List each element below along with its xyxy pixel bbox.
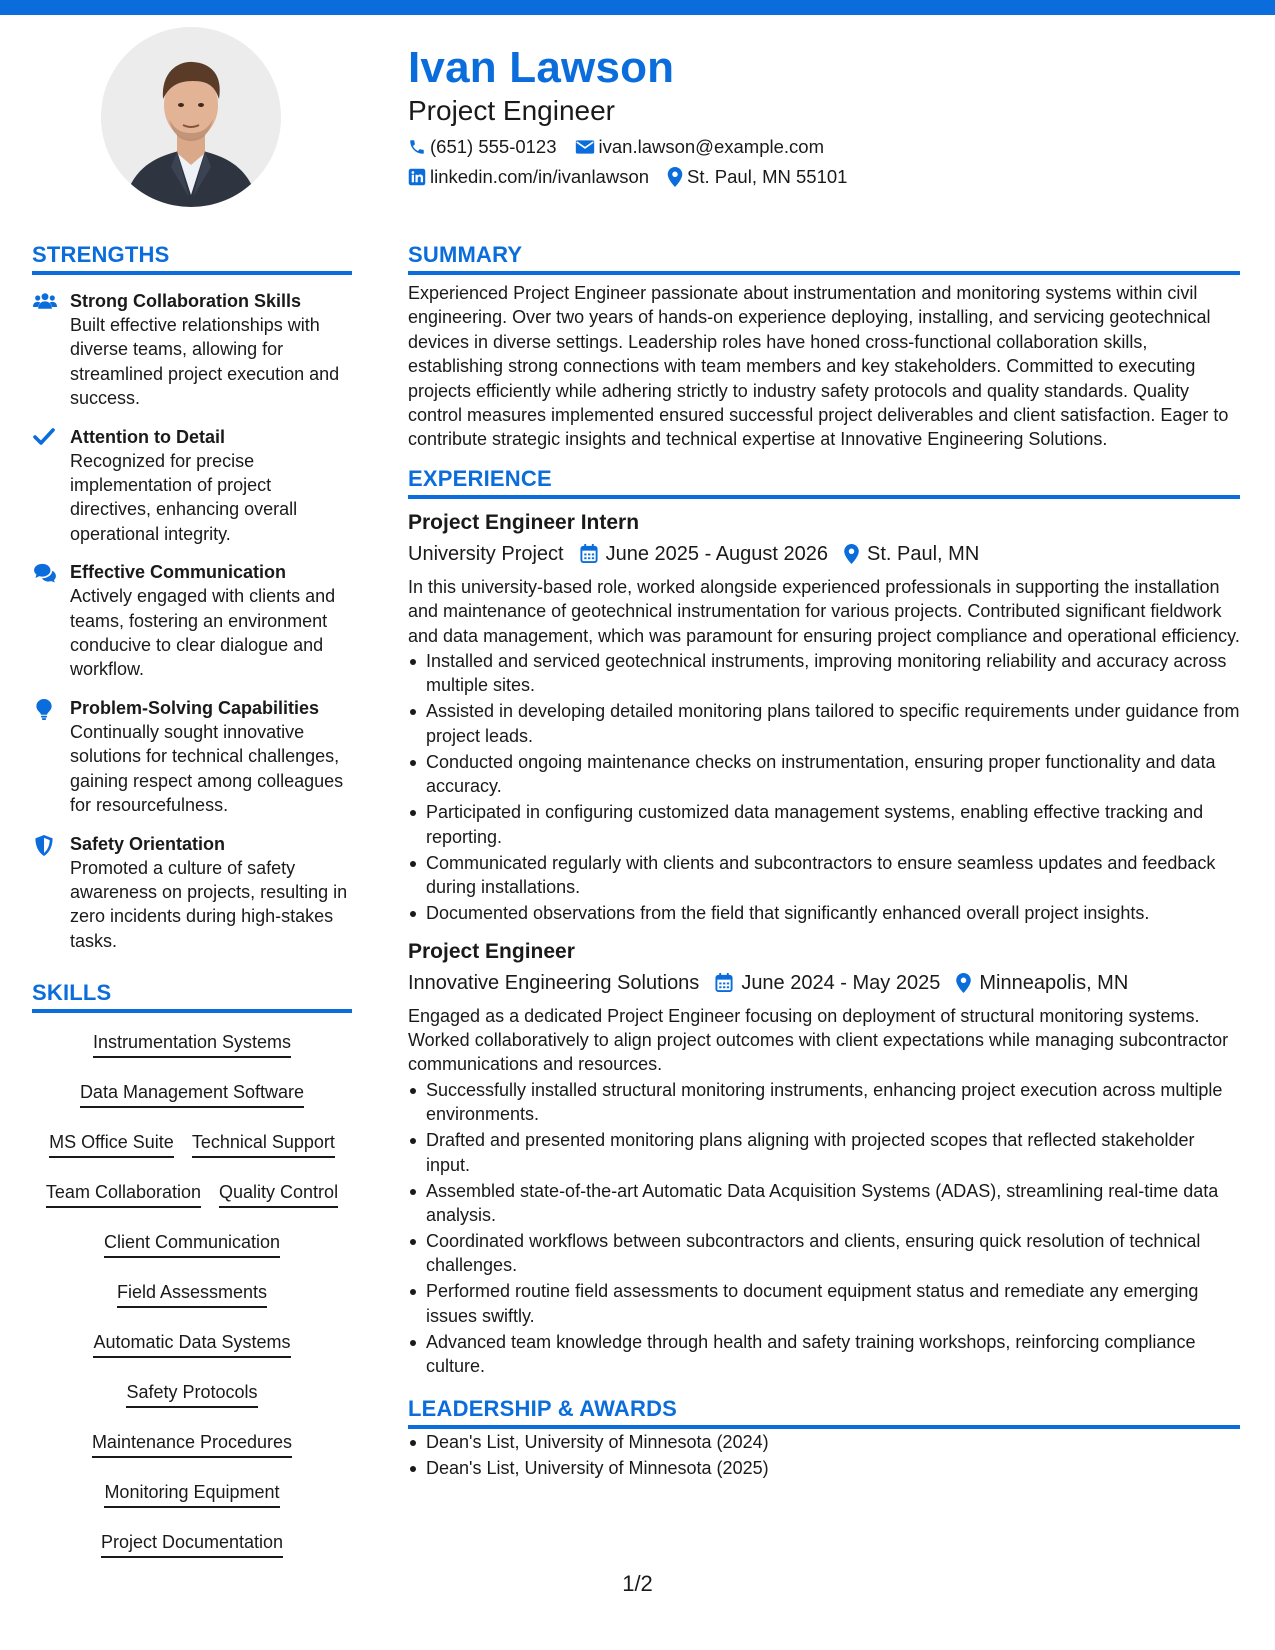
linkedin-text: linkedin.com/in/ivanlawson xyxy=(430,166,650,187)
bullet-item: Installed and serviced geotechnical instruments, improving monitoring reliability and accuracy across multiple sites. xyxy=(408,649,1240,698)
calendar-icon xyxy=(580,544,598,563)
awards-list xyxy=(408,1430,1240,1480)
strength-title: Safety Orientation xyxy=(70,833,226,854)
strength-title: Problem-Solving Capabilities xyxy=(70,697,320,718)
profile-photo xyxy=(101,27,281,207)
skill-tag: Field Assessments xyxy=(117,1280,267,1308)
strength-description: Built effective relationships with diverse teams, allowing for streamlined project execution and success. xyxy=(70,315,340,409)
skill-tag: Data Management Software xyxy=(80,1080,304,1108)
skill-tag: Technical Support xyxy=(192,1130,335,1158)
left-column xyxy=(32,241,352,1573)
map-pin-icon xyxy=(956,973,971,993)
job-dates: June 2024 - May 2025 xyxy=(741,971,941,994)
users-icon xyxy=(33,292,57,310)
job-meta xyxy=(408,968,1240,998)
job-description: Engaged as a dedicated Project Engineer focusing on deployment of structural monitoring systems. Worked collaboratively to align project outcomes with client expectations while managing subcontractor communications and resources. xyxy=(408,1005,1229,1075)
skill-tag: Maintenance Procedures xyxy=(92,1430,292,1458)
strength-description: Continually sought innovative solutions for technical challenges, gaining respect among colleagues for resourcefulness. xyxy=(70,721,344,816)
bullet-item: Documented observations from the field that significantly enhanced overall project insights. xyxy=(408,901,1240,925)
strength-description: Promoted a culture of safety awareness on projects, resulting in zero incidents during high-stakes tasks. xyxy=(70,857,348,951)
strength-title: Strong Collaboration Skills xyxy=(70,291,302,311)
job-bullets xyxy=(408,1078,1240,1379)
job-bullets xyxy=(408,649,1240,925)
summary-text: Experienced Project Engineer passionate about instrumentation and monitoring systems within civil engineering. Over two years of hands-on experience deploying, installing, and servicing geotechnical devices in diverse settings. Leadership roles have honed cross-functional collaboration skills, establishing strong connections with team members and key stakeholders. Committed to executing projects efficiently while adhering strictly to industry safety protocols and quality standards. Quality control measures implemented ensured successful project deliverables and client satisfaction. Eager to contribute strategic insights and technical expertise at Innovative Engineering Solutions. xyxy=(408,283,1229,450)
check-icon xyxy=(33,428,55,446)
resume-header xyxy=(408,42,1238,190)
bullet-item: Participated in configuring customized data management systems, enabling effective tracking and reporting. xyxy=(408,800,1240,849)
top-accent-bar xyxy=(0,0,1275,15)
experience-heading: EXPERIENCE xyxy=(408,465,1240,499)
skills-heading: SKILLS xyxy=(32,979,352,1013)
skill-tag: Safety Protocols xyxy=(126,1380,257,1408)
job-company: University Project xyxy=(408,542,564,565)
job-dates: June 2025 - August 2026 xyxy=(605,542,829,565)
right-column xyxy=(408,241,1240,1482)
location-text: St. Paul, MN 55101 xyxy=(687,166,848,187)
phone-text: (651) 555-0123 xyxy=(430,136,557,157)
job-title: Project Engineer Intern xyxy=(408,510,640,534)
candidate-name: Ivan Lawson xyxy=(408,43,675,92)
email-contact[interactable] xyxy=(575,134,824,160)
contact-row-1 xyxy=(408,134,1238,160)
bullet-item: Assisted in developing detailed monitoring plans tailored to specific requirements under guidance from project leads. xyxy=(408,699,1240,748)
page-number: 1/2 xyxy=(622,1571,653,1596)
strength-item xyxy=(32,832,352,954)
phone-contact[interactable] xyxy=(408,134,557,160)
skill-tag: Team Collaboration xyxy=(46,1180,201,1208)
calendar-icon xyxy=(715,973,733,992)
skill-tag: Automatic Data Systems xyxy=(93,1330,290,1358)
location-contact xyxy=(667,164,847,190)
strength-description: Recognized for precise implementation of project directives, enhancing overall operational integrity. xyxy=(70,450,298,544)
map-pin-icon xyxy=(667,167,683,187)
bullet-item: Conducted ongoing maintenance checks on instrumentation, ensuring proper functionality and data accuracy. xyxy=(408,750,1240,799)
bullet-item: Coordinated workflows between subcontractors and clients, ensuring quick resolution of technical challenges. xyxy=(408,1229,1240,1278)
strengths-heading: STRENGTHS xyxy=(32,241,352,275)
job-location: St. Paul, MN xyxy=(867,542,980,565)
bullet-item: Advanced team knowledge through health and safety training workshops, reinforcing compliance culture. xyxy=(408,1330,1240,1379)
skill-tag: MS Office Suite xyxy=(49,1130,174,1158)
skill-tag: Monitoring Equipment xyxy=(104,1480,279,1508)
bullet-item: Performed routine field assessments to document equipment status and remediate any emerging issues swiftly. xyxy=(408,1279,1240,1328)
skill-tag: Project Documentation xyxy=(101,1530,283,1558)
comments-icon xyxy=(33,563,57,583)
award-item: Dean's List, University of Minnesota (2025) xyxy=(408,1456,1240,1480)
candidate-title: Project Engineer xyxy=(408,95,616,126)
envelope-icon xyxy=(575,139,595,155)
skill-tag: Client Communication xyxy=(104,1230,280,1258)
contact-row-2 xyxy=(408,164,1238,190)
job-entry xyxy=(408,509,1240,926)
skills-list xyxy=(32,1023,352,1573)
skill-tag: Quality Control xyxy=(219,1180,338,1208)
strength-item xyxy=(32,425,352,547)
linkedin-contact[interactable] xyxy=(408,164,649,190)
bullet-item: Successfully installed structural monitoring instruments, enhancing project execution across multiple environments. xyxy=(408,1078,1240,1127)
skill-tag: Instrumentation Systems xyxy=(93,1030,291,1058)
strength-item xyxy=(32,560,352,682)
strength-title: Effective Communication xyxy=(70,562,287,583)
job-entry xyxy=(408,938,1240,1379)
map-pin-icon xyxy=(844,544,859,564)
award-item: Dean's List, University of Minnesota (2024) xyxy=(408,1430,1240,1454)
strength-title: Attention to Detail xyxy=(70,426,225,447)
email-text: ivan.lawson@example.com xyxy=(598,136,824,157)
job-company: Innovative Engineering Solutions xyxy=(408,971,700,994)
summary-heading: SUMMARY xyxy=(408,241,1240,275)
bullet-item: Drafted and presented monitoring plans aligning with projected scopes that reflected stakeholder input. xyxy=(408,1128,1240,1177)
linkedin-icon xyxy=(408,168,426,186)
strength-description: Actively engaged with clients and teams, fostering an environment conducive to clear dialogue and workflow. xyxy=(70,586,336,680)
profile-photo-illustration xyxy=(101,27,281,207)
strength-item xyxy=(32,289,352,411)
job-description: In this university-based role, worked alongside experienced professionals in supporting the installation and maintenance of geotechnical instrumentation for various projects. Contributed significant fieldwork and data management, which was paramount for ensuring project compliance and operational efficiency. xyxy=(408,576,1240,646)
phone-icon xyxy=(408,138,426,156)
job-meta xyxy=(408,539,1240,569)
bullet-item: Communicated regularly with clients and subcontractors to ensure seamless updates and feedback during installations. xyxy=(408,851,1240,900)
job-location: Minneapolis, MN xyxy=(979,971,1129,994)
lightbulb-icon xyxy=(36,699,52,720)
shield-icon xyxy=(35,835,53,856)
awards-heading: LEADERSHIP & AWARDS xyxy=(408,1395,1240,1429)
bullet-item: Assembled state-of-the-art Automatic Data Acquisition Systems (ADAS), streamlining real-time data analysis. xyxy=(408,1179,1240,1228)
strength-item xyxy=(32,696,352,818)
job-title: Project Engineer xyxy=(408,939,575,963)
